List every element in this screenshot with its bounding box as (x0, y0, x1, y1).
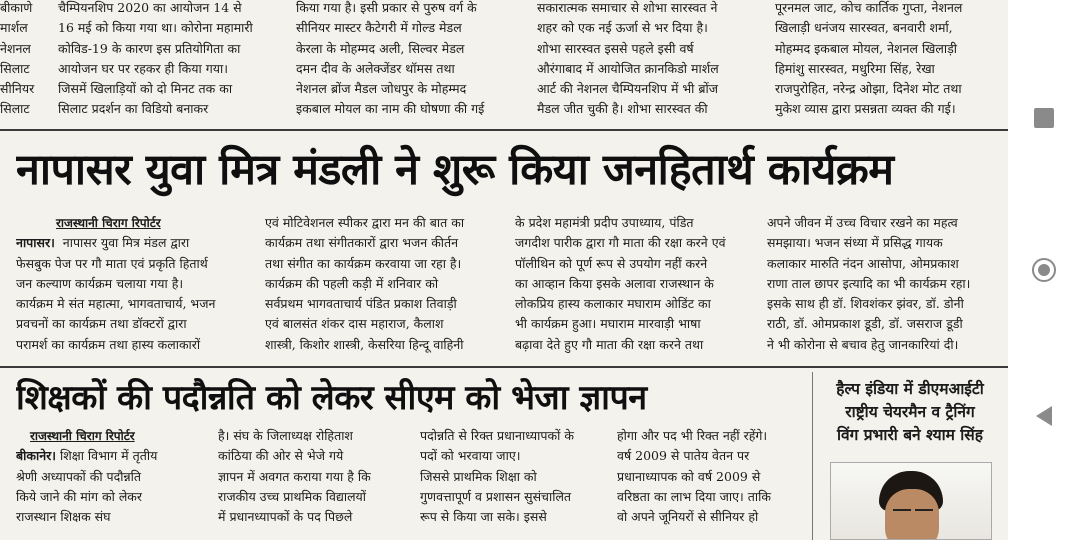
story2-column-1: राजस्थानी चिराग रिपोर्टर बीकानेर। शिक्षा विभाग में तृतीय श्रेणी अध्यापकों की पदौन्नति किये जाने की मांग को लेकर राजस्थान शिक्षक संघ (16, 426, 206, 527)
story1-column-2: एवं मोटिवेशनल स्पीकर द्वारा मन की बात का कार्यक्रम तथा संगीतकारों द्वारा भजन कीर्तन तथा संगीत का कार्यक्रम करवाया जा रहा है। कार्यक्रम की पहली कड़ी में शनिवार को सर्वप्रथम भागवताचार्य पंडित प्रकाश तिवाड़ी एवं बालसंत शंकर दास महाराज, कैलाश शास्त्री, किशोर शास्त्री, केसरिया हिन्दू वाहिनी (265, 215, 465, 352)
top-column-2: किया गया है। इसी प्रकार से पुरुष वर्ग के सीनियर मास्टर कैटेगरी में गोल्ड मेडल केरला के मोहम्मद अली, सिल्वर मेडल दमन दीव के अलेक्जेंडर थॉमस तथा नेशनल ब्रोंज मैडल जोधपुर के मोहम्मद इकबाल मोयल का नाम की घोषणा की गई (296, 0, 485, 117)
story1-column-4: अपने जीवन में उच्च विचार रखने का महत्व समझाया। भजन संध्या में प्रसिद्ध गायक कलाकार मारुति नंदन आसोपा, ओमप्रकाश राणा ताल छापर इत्यादि का भी कार्यक्रम रहा। इसके साथ ही डॉ. शिवशंकर झंवर, डॉ. डोनी राठी, डॉ. ओमप्रकाश डूडी, डॉ. जसराज डूडी ने भी कोरोना से बचाव हेतु जानकारियां दी। (767, 215, 971, 352)
story1-headline: नापासर युवा मित्र मंडली ने शुरू किया जनहितार्थ कार्यक्रम (16, 145, 894, 195)
top-column-3: सकारात्मक समाचार से शोभा सारस्वत ने शहर को एक नई ऊर्जा से भर दिया है। शोभा सारस्वत इससे पहले इसी वर्ष औरंगाबाद में आयोजित क्रानकिडो मार्शल आर्ट की नेशनल चैम्पियनशिप में भी ब्रोंज मैडल जीत चुकी है। शोभा सारस्वत की (537, 0, 719, 117)
story1-column-3: के प्रदेश महामंत्री प्रदीप उपाध्याय, पंडित जगदीश पारीक द्वारा गौ माता की रक्षा करने एवं पॉलीथिन को पूर्ण रूप से उपयोग नहीं करने का आव्हान किया इसके अलावा राजस्थान के लोकप्रिय हास्य कलाकार मघाराम ओडिंट का भी कार्यक्रम हुआ। मघाराम मारवाड़ी भाषा बढ़ावा देते हुए गौ माता की रक्षा करने तथा (515, 215, 726, 352)
story2-column-4: होगा और पद भी रिक्त नहीं रहेंगे। वर्ष 2009 से पातेय वेतन पर प्रधानाध्यापक को वर्ष 2009 से वरिष्ठता का लाभ दिया जाए। ताकि वो अपने जूनियरों से सीनियर हो (617, 428, 771, 525)
circle-icon[interactable] (1032, 258, 1056, 282)
person-photo (830, 462, 992, 540)
story1-dateline: नापासर। (16, 235, 55, 251)
side-story-headline: हैल्प इंडिया में डीएमआईटी राष्ट्रीय चेयरमैन व ट्रैनिंग विंग प्रभारी बने श्याम सिंह (836, 380, 984, 444)
top-column-1: चैम्पियनशिप 2020 का आयोजन 14 से 16 मई को किया गया था। कोरोना महामारी कोविड-19 के कारण इस प्रतियोगिता का आयोजन घर पर रहकर ही किया गया। जिसमें खिलाड़ियों को दो मिनट तक का सिलाट प्रदर्शन का विडियो बनाकर (58, 0, 253, 117)
column-rule (812, 372, 813, 540)
triangle-back-icon[interactable] (1036, 406, 1052, 426)
story1-byline: राजस्थानी चिराग रिपोर्टर (56, 216, 161, 230)
top-column-0: बीकाणे मार्शल नेशनल सिलाट सीनियर सिलाट (0, 0, 35, 117)
story2-dateline: बीकानेर। (16, 448, 57, 464)
divider (0, 366, 1008, 368)
story2-column-2: है। संघ के जिलाध्यक्ष रोहिताश कांठिया की ओर से भेजे गये ज्ञापन में अवगत कराया गया है कि राजकीय उच्च प्राथमिक विद्यालयों में प्रधानध्यापकों के पद पिछले (218, 428, 371, 525)
story2-column-3: पदोन्नति से रिक्त प्रधानाध्यापकों के पदों को भरवाया जाए। जिससे प्राथमिक शिक्षा को गुणवत्तापूर्ण व प्रशासन सुसंचालित रूप से किया जा सके। इससे (420, 428, 574, 525)
story2-byline: राजस्थानी चिराग रिपोर्टर (30, 429, 135, 443)
story1-column-1: राजस्थानी चिराग रिपोर्टर नापासर। नापासर युवा मित्र मंडल द्वारा फेसबुक पेज पर गौ माता एवं प्रकृति हितार्थ जन कल्याण कार्यक्रम चलाया गया है। कार्यक्रम मे संत महात्मा, भागवताचार्य, भजन प्रवचनों का कार्यक्रम तथा डॉक्टरों द्वारा परामर्श का कार्यक्रम तथा हास्य कलाकारों (16, 213, 250, 355)
top-column-4: पूरनमल जाट, कोच कार्तिक गुप्ता, नेशनल खिलाड़ी धनंजय सारस्वत, बनवारी शर्मा, मोहम्मद इकबाल मोयल, नेशनल खिलाड़ी हिमांशु सारस्वत, मधुरिमा सिंह, रेखा राजपुरोहित, नरेन्द्र ओझा, दिनेश मोट तथा मुकेश व्यास द्वारा प्रसन्नता व्यक्त की गई। (775, 0, 963, 117)
story2-headline: शिक्षकों की पदौन्नति को लेकर सीएम को भेजा ज्ञापन (16, 378, 647, 418)
divider (0, 129, 1008, 131)
square-icon[interactable] (1034, 108, 1054, 128)
